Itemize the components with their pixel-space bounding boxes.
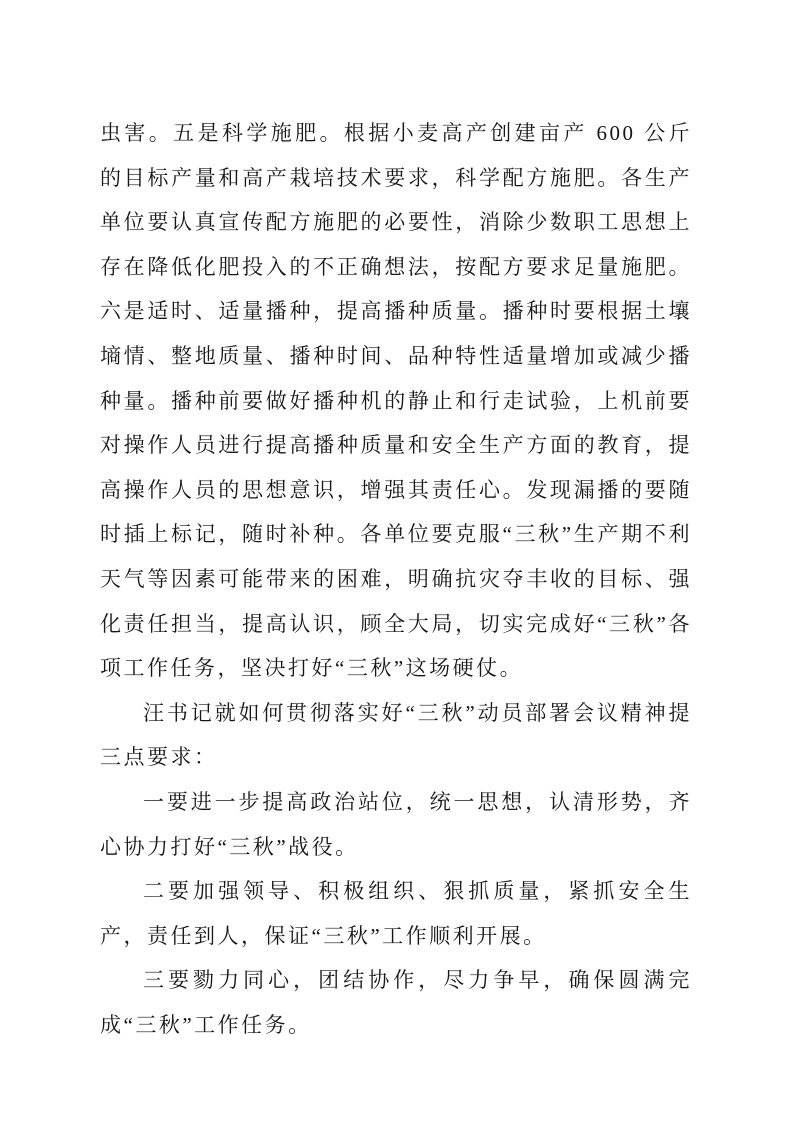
- document-body: [100, 111, 692, 1047]
- paragraph: 二要加强领导、积极组织、狠抓质量，紧抓安全生产，责任到人，保证“三秋”工作顺利开展。: [100, 879, 692, 948]
- paragraph: 虫害。五是科学施肥。根据小麦高产创建亩产 600 公斤的目标产量和高产栽培技术要求，科学配方施肥。各生产单位要认真宣传配方施肥的必要性，消除少数职工思想上存在降低化肥投入的不正确想法，按配方要求足量施肥。六是适时、适量播种，提高播种质量。播种时要根据土壤墒情、整地质量、播种时间、品种特性适量增加或减少播种量。播种前要做好播种机的静止和行走试验，上机前要对操作人员进行提高播种质量和安全生产方面的教育，提高操作人员的思想意识，增强其责任心。发现漏播的要随时插上标记，随时补种。各单位要克服“三秋”生产期不利天气等因素可能带来的困难，明确抗灾夺丰收的目标、强化责任担当，提高认识，顾全大局，切实完成好“三秋”各项工作任务，坚决打好“三秋”这场硬仗。: [100, 121, 692, 681]
- paragraph: 三要勠力同心，团结协作，尽力争早，确保圆满完成“三秋”工作任务。: [100, 968, 692, 1037]
- paragraph: 一要进一步提高政治站位，统一思想，认清形势，齐心协力打好“三秋”战役。: [100, 789, 692, 859]
- paragraph: 汪书记就如何贯彻落实好“三秋”动员部署会议精神提三点要求：: [100, 700, 692, 770]
